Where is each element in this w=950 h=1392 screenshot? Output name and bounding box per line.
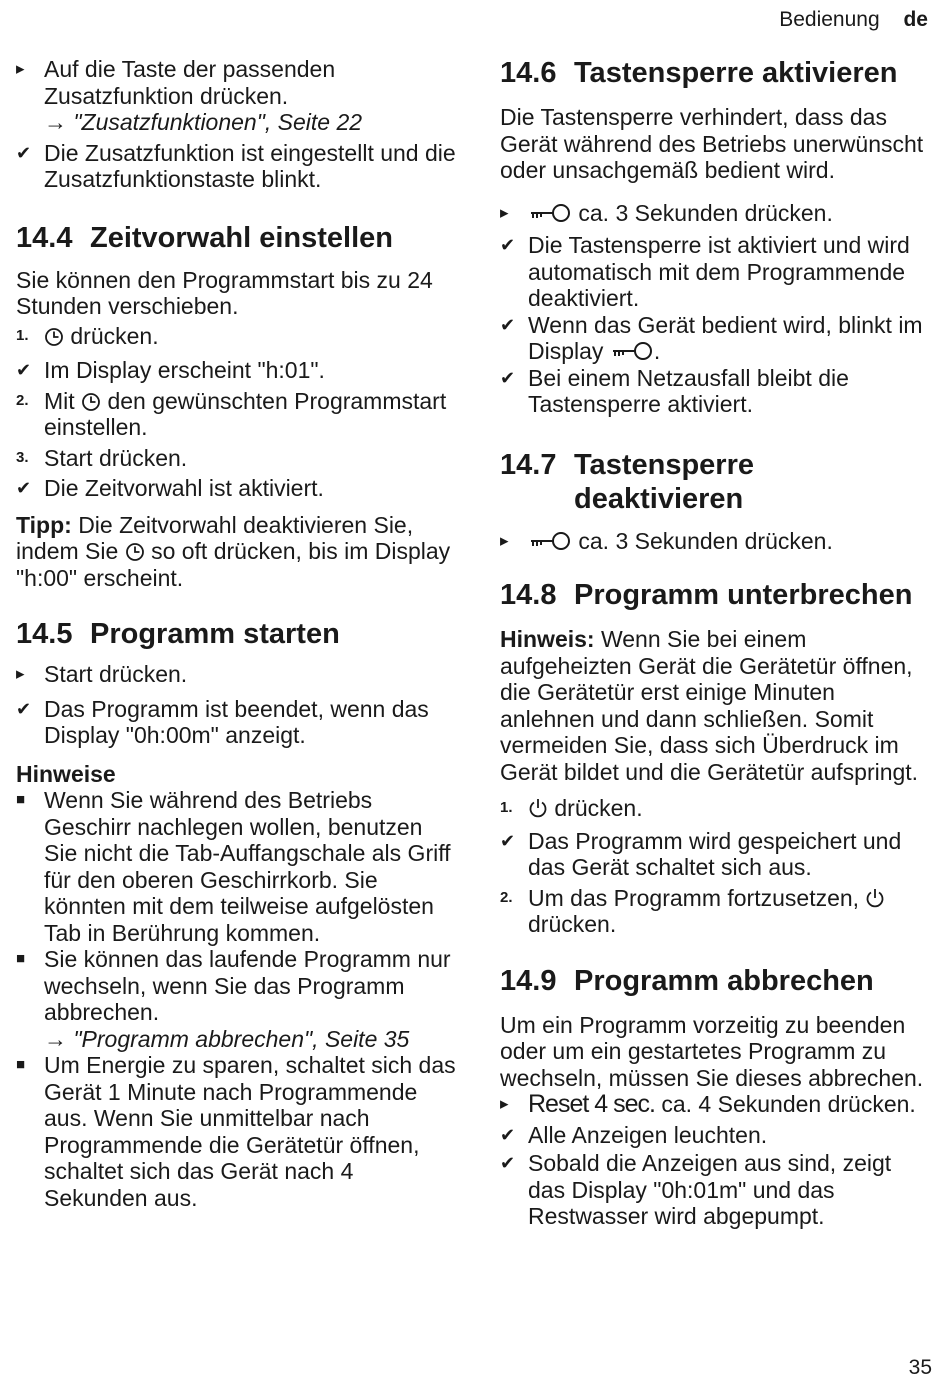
clock-icon: [125, 542, 145, 562]
check-icon: ✔: [500, 367, 516, 388]
step-text: drücken.: [98, 661, 188, 687]
start-key-label: Start: [44, 444, 93, 471]
notes-heading: Hinweise: [16, 760, 116, 787]
step-number: 3.: [16, 448, 29, 466]
step-item: [500, 1091, 932, 1118]
step-number: 1.: [16, 326, 29, 344]
step-text: drücken.: [528, 911, 617, 937]
step-text: drücken.: [98, 444, 188, 471]
section-heading-14-9: [500, 964, 932, 998]
step-number: 2.: [16, 391, 29, 409]
language-code: de: [903, 8, 928, 31]
result-text: Die Tastensperre ist aktiviert und wird automatisch mit dem Programmende deaktiviert.: [528, 232, 910, 311]
note-item: [16, 946, 456, 1052]
tip-text: Die Zeitvorwahl deaktivieren Sie, indem Sie: [16, 511, 414, 564]
step-number: 1.: [500, 799, 513, 816]
result-item: [500, 828, 932, 881]
step-item: [500, 795, 932, 822]
section-number: 14.8: [500, 579, 557, 611]
clock-icon: [81, 392, 101, 412]
note-label: Hinweis:: [500, 626, 595, 652]
result-item: [16, 696, 456, 749]
power-icon: [865, 887, 885, 909]
step-item: [500, 200, 932, 227]
result-text: Wenn das Gerät bedient wird, blinkt im Display: [528, 311, 923, 364]
note-item: [16, 1052, 456, 1211]
section-heading-14-4: [16, 221, 456, 255]
step-item: [16, 388, 456, 441]
result-text: Bei einem Netzausfall bleibt die Tastensperre aktiviert.: [528, 364, 849, 417]
cross-reference-link[interactable]: → "Programm abbrechen", Seite 35: [44, 1025, 410, 1052]
square-bullet-icon: ■: [16, 950, 26, 967]
step-item: [16, 56, 456, 136]
result-text: Die Zusatzfunktion ist eingestellt und die Zusatzfunktionstaste blinkt.: [44, 139, 456, 192]
step-text: ca. 3 Sekunden drücken.: [578, 199, 833, 226]
page-header: [779, 8, 928, 32]
step-item: [500, 885, 932, 938]
key-icon: [528, 202, 572, 224]
section-title: Tastensperre aktivieren: [574, 57, 898, 89]
result-item: [16, 357, 456, 384]
paragraph: Sie können den Programmstart bis zu 24 Stunden verschieben.: [16, 266, 433, 319]
result-item: [500, 1150, 932, 1230]
page-number: 35: [908, 1356, 932, 1379]
section-title: Programm starten: [90, 618, 340, 650]
step-text: Mit: [44, 387, 75, 414]
square-bullet-icon: ■: [16, 791, 26, 808]
result-item: [500, 232, 932, 312]
note-text: Um Energie zu sparen, schaltet sich das Gerät 1 Minute nach Programmende aus. Wenn Sie unmittelbar nach Programmende die Gerätetür öffnen, schaltet sich das Gerät nach 4 Sekunden aus.: [44, 1052, 456, 1211]
check-icon: ✔: [16, 360, 32, 380]
note-item: [16, 787, 456, 946]
step-text: drücken.: [554, 795, 643, 821]
section-heading-14-6: [500, 56, 932, 90]
section-number: 14.4: [16, 221, 73, 254]
note-text: Wenn Sie bei einem aufgeheizten Gerät die Gerätetür öffnen, die Gerätetür erst einige Minuten anlehnen und dann schließen. Somit vermeiden Sie, dass sich Überdruck im Gerät bildet und die Gerätetür aufspringt.: [500, 626, 919, 785]
result-item: [16, 475, 456, 502]
result-text: Alle Anzeigen leuchten.: [528, 1121, 768, 1148]
note-text: Sie können das laufende Programm nur wechseln, wenn Sie das Programm abbrechen.: [44, 946, 451, 1025]
check-icon: ✔: [500, 830, 516, 851]
cross-reference-link[interactable]: → "Zusatzfunktionen", Seite 22: [44, 109, 363, 135]
check-icon: ✔: [500, 1153, 516, 1173]
arrow-bullet-icon: ▸: [500, 530, 509, 550]
right-column: [500, 56, 932, 1230]
section-title: Zeitvorwahl einstellen: [90, 221, 393, 254]
result-item: [500, 312, 932, 365]
section-heading-14-7: [500, 448, 932, 516]
section-title: Tastensperre deaktivieren: [574, 448, 754, 515]
result-text: Das Programm ist beendet, wenn das Display "0h:00m" anzeigt.: [44, 695, 429, 748]
left-column: [16, 56, 456, 1211]
arrow-bullet-icon: ▸: [16, 59, 25, 78]
paragraph: Um ein Programm vorzeitig zu beenden oder um ein gestartetes Programm zu wechseln, müssen Sie dieses abbrechen.: [500, 1011, 924, 1091]
check-icon: ✔: [500, 1124, 516, 1145]
result-item: [16, 140, 456, 193]
section-number: 14.5: [16, 618, 73, 650]
tip-label: Tipp:: [16, 511, 72, 538]
note-paragraph: [500, 626, 932, 785]
step-item: [16, 445, 456, 472]
result-item: [500, 1122, 932, 1149]
arrow-bullet-icon: ▸: [16, 664, 25, 683]
step-text: ca. 4 Sekunden drücken.: [661, 1091, 916, 1117]
key-icon: [610, 340, 654, 362]
period-punctuation: .: [653, 338, 661, 364]
arrow-bullet-icon: ▸: [500, 202, 509, 222]
result-text: Sobald die Anzeigen aus sind, zeigt das Display "0h:01m" und das Restwasser wird abgepumpt.: [528, 1150, 892, 1229]
check-icon: ✔: [16, 698, 32, 719]
result-text: Das Programm wird gespeichert und das Gerät schaltet sich aus.: [528, 827, 902, 880]
tip-text: so oft drücken, bis im Display "h:00" erscheint.: [16, 538, 451, 591]
start-key-label: Start: [44, 661, 93, 687]
check-icon: ✔: [16, 142, 32, 163]
step-text: den gewünschten Programmstart einstellen.: [44, 387, 447, 440]
section-number: 14.7: [500, 448, 557, 481]
section-heading-14-5: [16, 617, 456, 651]
step-text: Auf die Taste der passenden Zusatzfunktion drücken.: [44, 56, 336, 109]
result-item: [500, 365, 932, 418]
square-bullet-icon: ■: [16, 1056, 26, 1073]
note-text: Wenn Sie während des Betriebs Geschirr nachlegen wollen, benutzen Sie nicht die Tab-Auffangschale als Griff für den oberen Geschirrkorb. Sie könnten mit dem teilweise aufgelösten Tab in Berührung kommen.: [44, 787, 451, 946]
section-title: Programm unterbrechen: [574, 579, 913, 611]
check-icon: ✔: [16, 478, 32, 498]
step-text: drücken.: [70, 322, 159, 349]
result-text: Die Zeitvorwahl ist aktiviert.: [44, 475, 324, 501]
step-item: [500, 528, 932, 555]
tip-paragraph: [16, 512, 456, 592]
arrow-bullet-icon: ▸: [500, 1094, 509, 1113]
section-title: Programm abbrechen: [574, 964, 874, 997]
step-item: [16, 323, 456, 350]
check-icon: ✔: [500, 235, 516, 255]
clock-icon: [44, 327, 64, 347]
section-heading-14-8: [500, 578, 932, 612]
result-text: Im Display erscheint "h:01".: [44, 357, 325, 383]
key-icon: [528, 530, 572, 552]
paragraph: Die Tastensperre verhindert, dass das Gerät während des Betriebs unerwünscht oder unsachgemäß bedient wird.: [500, 104, 924, 183]
step-text: Um das Programm fortzusetzen,: [528, 884, 860, 911]
check-icon: ✔: [500, 314, 516, 335]
section-name: Bedienung: [779, 8, 880, 31]
section-number: 14.9: [500, 964, 557, 997]
step-number: 2.: [500, 888, 513, 906]
reset-key-label: Reset 4 sec.: [528, 1090, 655, 1118]
step-item: [16, 661, 456, 688]
section-number: 14.6: [500, 57, 557, 89]
step-text: ca. 3 Sekunden drücken.: [578, 527, 833, 554]
power-icon: [528, 797, 548, 819]
